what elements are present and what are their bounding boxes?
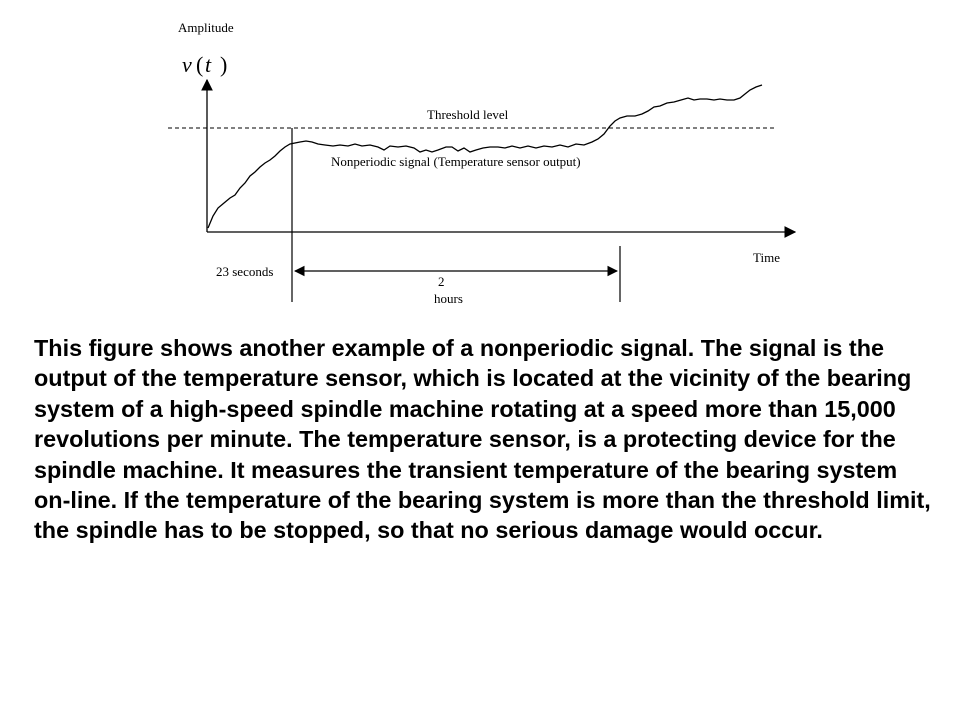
signal-diagram (0, 0, 960, 320)
y-axis-label: Amplitude (178, 20, 234, 35)
x-axis-label: Time (753, 250, 780, 265)
svg-text:t: t (205, 52, 212, 77)
interval-label-unit: hours (434, 291, 463, 306)
signal-label: Nonperiodic signal (Temperature sensor output) (331, 154, 581, 169)
threshold-label: Threshold level (427, 107, 509, 122)
interval-label-number: 2 (438, 274, 445, 289)
caption-paragraph: This figure shows another example of a nonperiodic signal. The signal is the output of the temperature sensor, which is located at the vicinity of the bearing system of a high-speed spindle machine rotating at a speed more than 15,000 revolutions per minute. The temperature sensor, is a protecting device for the spindle machine. It measures the transient temperature of the bearing system on-line. If the temperature of the bearing system is more than the threshold limit, the spindle has to be stopped, so that no serious damage would occur. (34, 335, 931, 544)
marker-start-label: 23 seconds (216, 264, 274, 279)
svg-text:): ) (220, 52, 228, 77)
svg-text:v: v (182, 52, 192, 77)
function-label (182, 52, 227, 77)
svg-text:(: ( (196, 52, 204, 77)
